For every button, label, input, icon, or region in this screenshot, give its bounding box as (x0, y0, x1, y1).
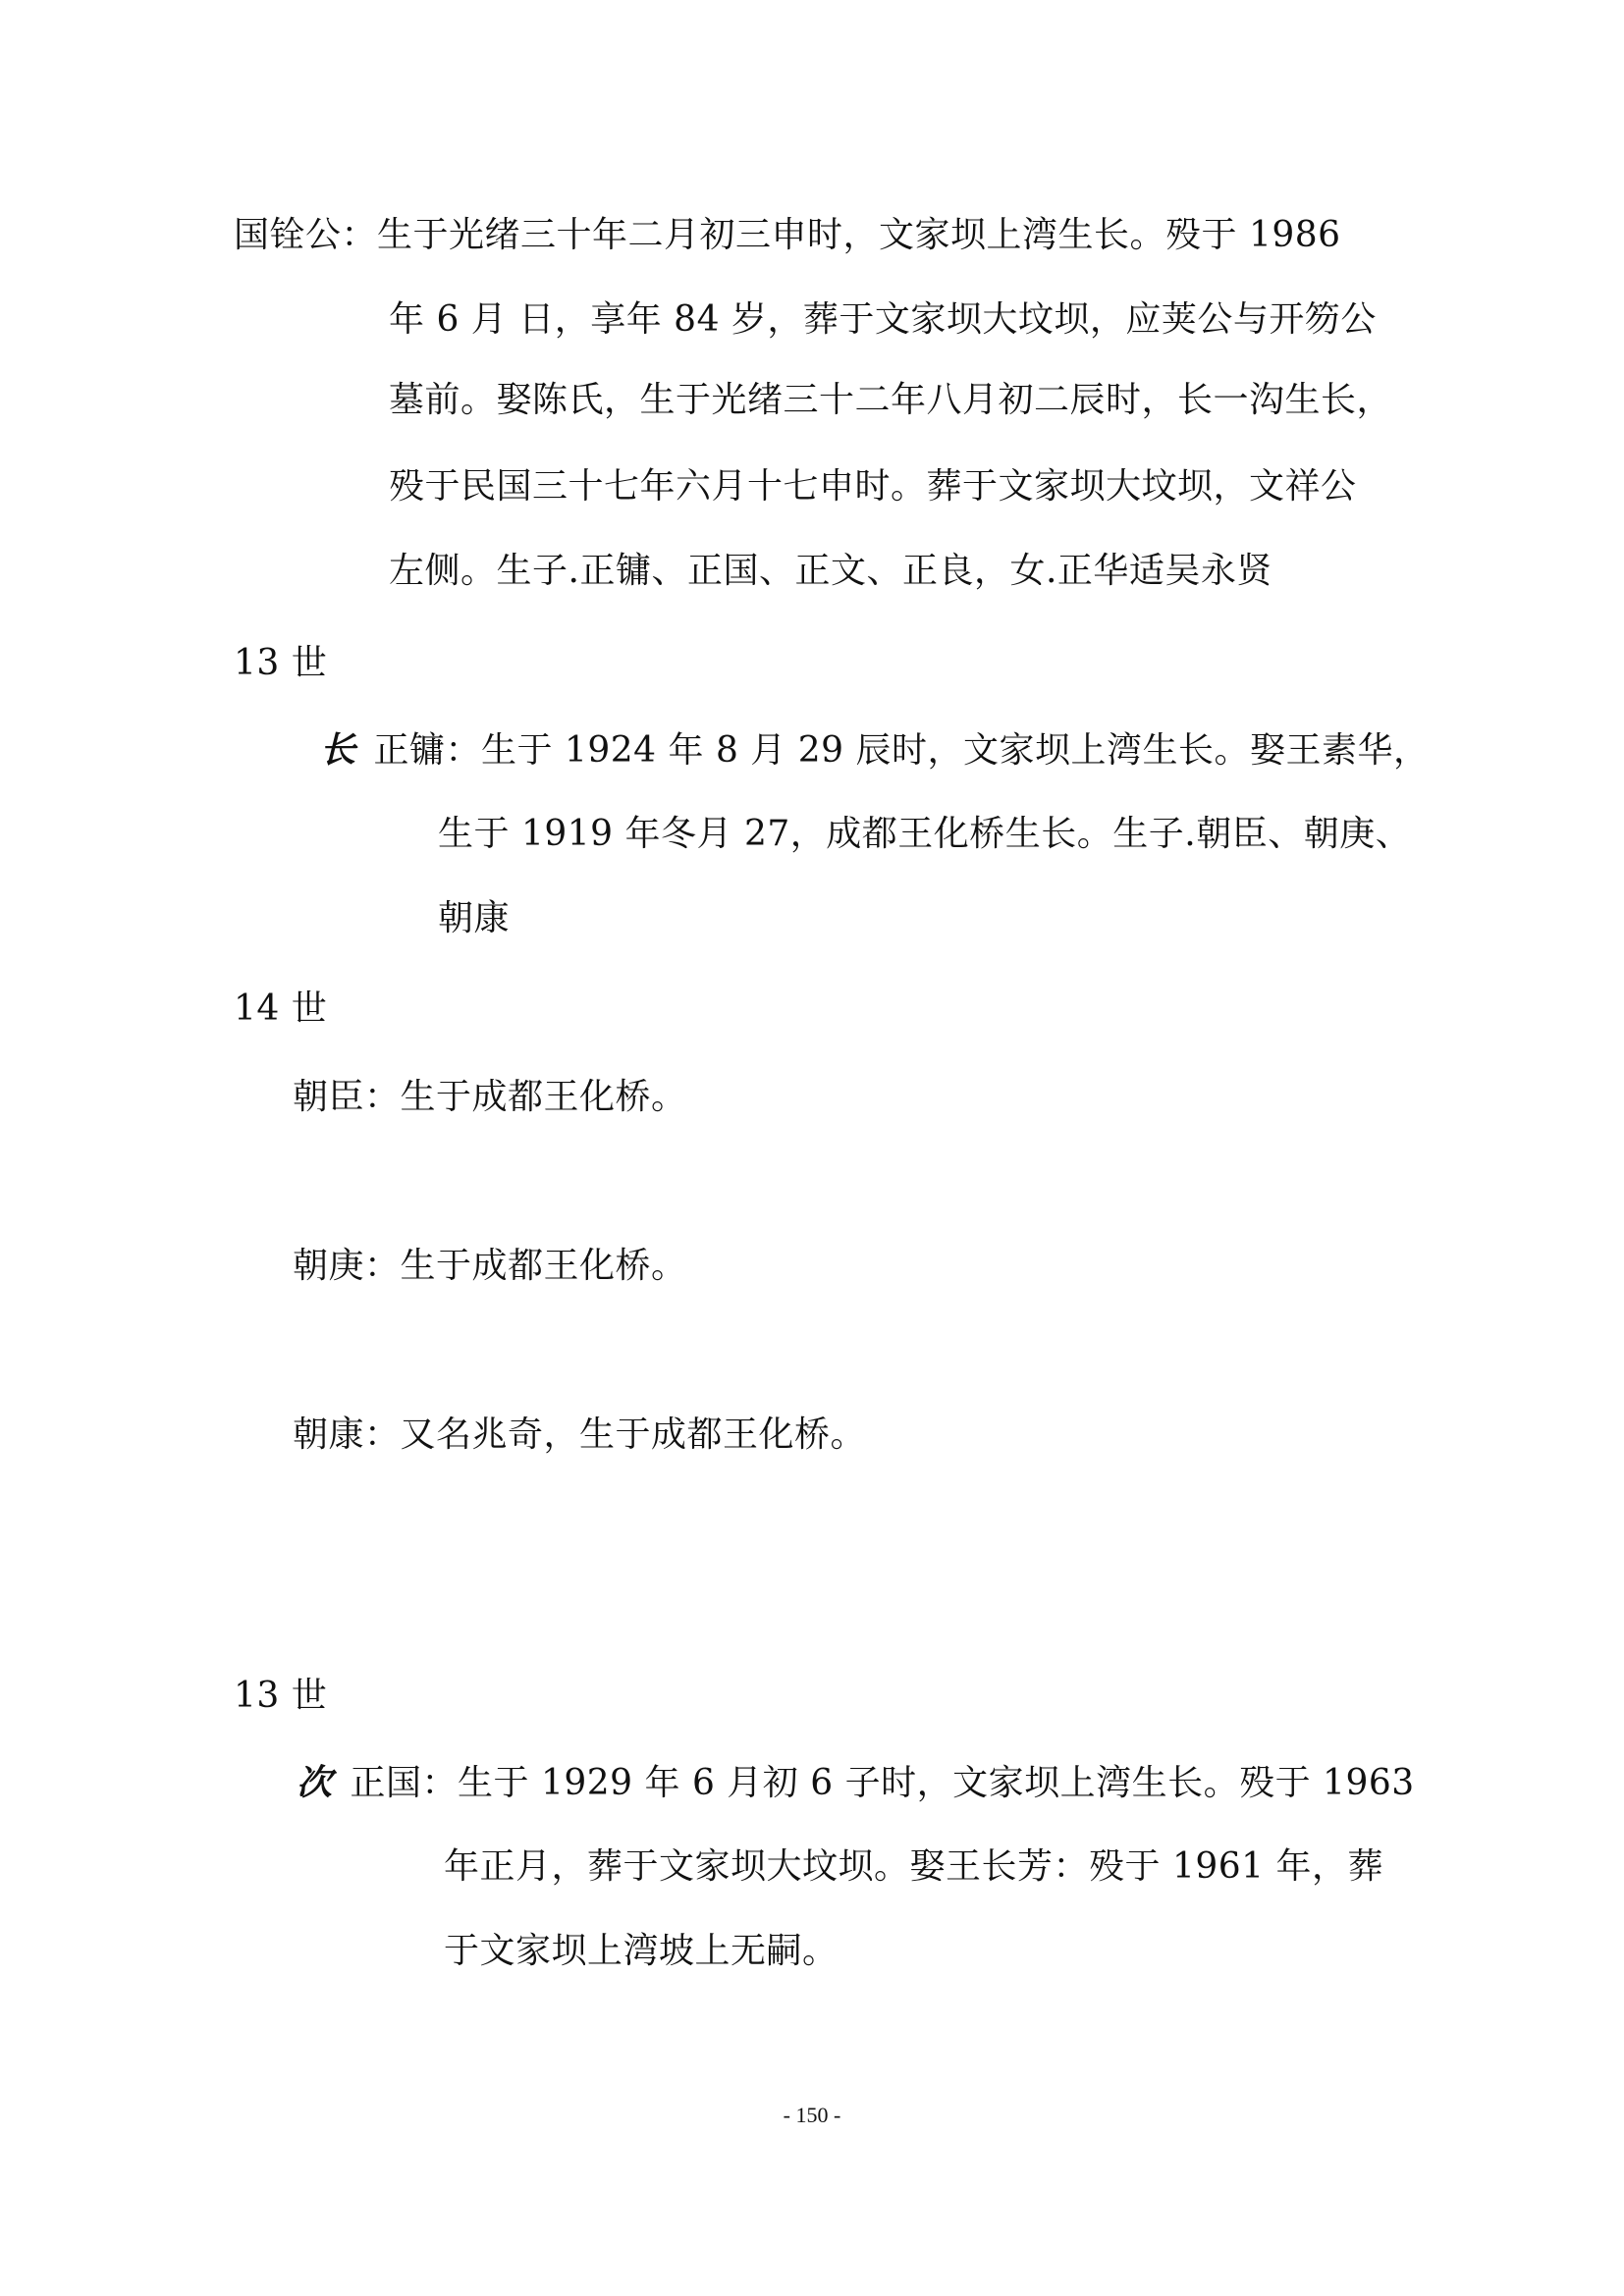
entry-zhengyong-line-1 (320, 728, 1430, 773)
entry-zhengyong-line-3: 朝康 (438, 898, 511, 938)
entry-zhengguo-line-1 (297, 1761, 1415, 1805)
page-number: - 150 - (783, 2103, 841, 2127)
generation-heading-13-second: 13 世 (234, 1676, 328, 1716)
entry-guoquan-line-2: 年 6 月 日，享年 84 岁，葬于文家坝大坟坝，应荚公与开笏公 (389, 299, 1377, 340)
entry-guoquan-line-4: 殁于民国三十七年六月十七申时。葬于文家坝大坟坝，文祥公 (389, 466, 1357, 507)
entry-guoquan-line-3: 墓前。娶陈氏，生于光绪三十二年八月初二辰时，长一沟生长， (389, 380, 1393, 420)
entry-zhengyong-line-2: 生于 1919 年冬月 27，成都王化桥生长。生子.朝臣、朝庚、 (438, 814, 1412, 854)
entry-zhengguo-line-3: 于文家坝上湾坡上无嗣。 (444, 1931, 839, 1971)
birth-order-marker: 长 (320, 729, 356, 771)
birth-order-marker: 次 (297, 1762, 333, 1803)
entry-chaokang: 朝康：又名兆奇，生于成都王化桥。 (293, 1415, 867, 1455)
entry-chaochen: 朝臣：生于成都王化桥。 (293, 1077, 687, 1117)
entry-chaogeng: 朝庚：生于成都王化桥。 (293, 1246, 687, 1286)
entry-zhengguo-text: 正国：生于 1929 年 6 月初 6 子时，文家坝上湾生长。殁于 1963 (350, 1763, 1415, 1803)
entry-zhengguo-line-2: 年正月，葬于文家坝大坟坝。娶王长芳：殁于 1961 年，葬 (444, 1846, 1384, 1887)
entry-guoquan-line-5: 左侧。生子.正镛、正国、正文、正良，女.正华适吴永贤 (389, 551, 1272, 591)
entry-zhengyong-text: 正镛：生于 1924 年 8 月 29 辰时，文家坝上湾生长。娶王素华， (373, 730, 1430, 771)
generation-heading-14: 14 世 (234, 988, 328, 1029)
entry-guoquan-line-1: 国铨公：生于光绪三十年二月初三申时，文家坝上湾生长。殁于 1986 (234, 215, 1341, 255)
generation-heading-13: 13 世 (234, 643, 328, 683)
